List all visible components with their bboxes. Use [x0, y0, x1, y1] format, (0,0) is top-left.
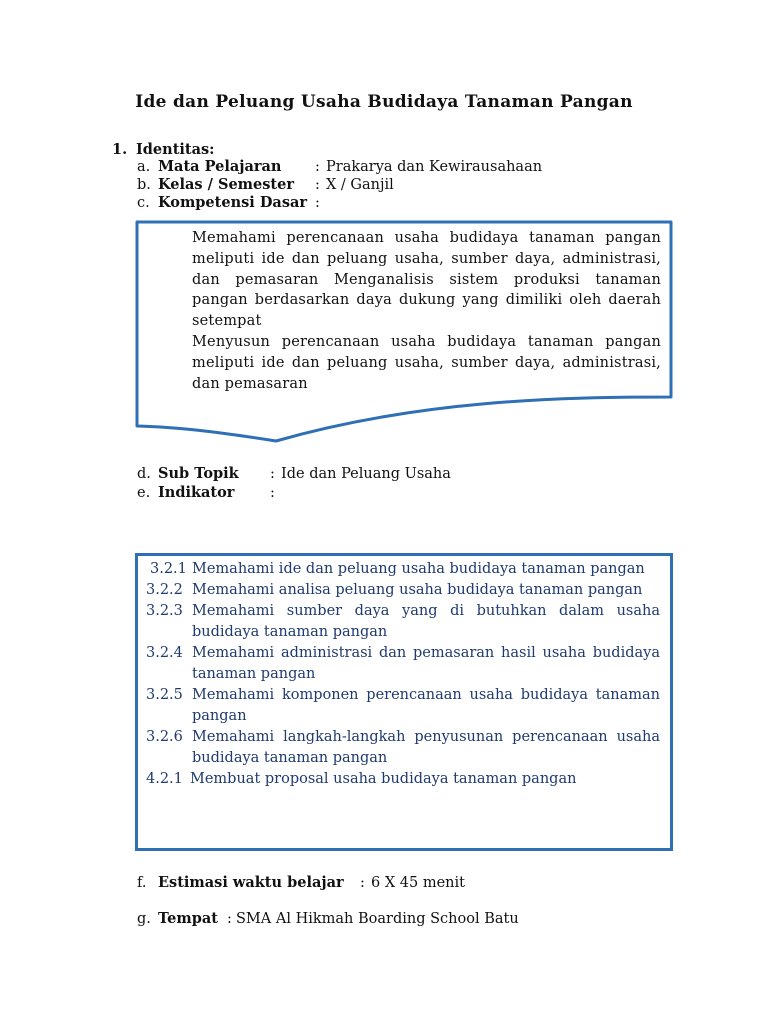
item-letter: b.	[137, 177, 151, 193]
indicator-code: 3.2.5	[146, 687, 183, 703]
indicator-text: tanaman pangan	[192, 666, 316, 682]
indicator-code: 3.2.6	[146, 729, 183, 745]
item-value: Ide dan Peluang Usaha	[281, 466, 451, 482]
item-value: Prakarya dan Kewirausahaan	[326, 159, 543, 175]
item-label: Indikator	[158, 484, 235, 501]
item-separator: :	[270, 466, 275, 482]
section-number: 1.	[112, 141, 128, 158]
item-label: Tempat	[158, 910, 218, 927]
indicator-text: pangan	[192, 708, 247, 724]
kd-line: setempat	[192, 313, 262, 330]
item-letter: f.	[137, 875, 147, 891]
indicator-text: budidaya tanaman pangan	[192, 624, 388, 640]
item-letter: c.	[137, 195, 150, 211]
kd-line: pangan berdasarkan daya dukung yang dimiliki oleh daerah	[192, 292, 661, 309]
indicator-text: Membuat proposal usaha budidaya tanaman pangan	[190, 771, 577, 787]
page-title: Ide dan Peluang Usaha Budidaya Tanaman Pangan	[135, 92, 633, 112]
kd-2	[192, 332, 661, 394]
indicator-code: 3.2.1	[150, 561, 187, 577]
section-heading: Identitas:	[136, 141, 215, 158]
indicator-text: Memahami analisa peluang usaha budidaya tanaman pangan	[192, 582, 643, 598]
indicator-code: 3.2.4	[146, 645, 183, 661]
indicator-text: Memahami komponen perencanaan usaha budidaya tanaman	[192, 687, 660, 703]
indicator-text: Memahami administrasi dan pemasaran hasil usaha budidaya	[192, 645, 660, 661]
item-letter: d.	[137, 466, 151, 482]
item-letter: a.	[137, 159, 151, 175]
indicator-code: 3.2.2	[146, 582, 183, 598]
kd-line: meliputi ide dan peluang usaha, sumber daya, administrasi,	[192, 250, 661, 267]
indicator-text: Memahami sumber daya yang di butuhkan dalam usaha	[192, 603, 660, 619]
item-value: X / Ganjil	[326, 177, 394, 193]
kd-line: dan pemasaran Menganalisis sistem produksi tanaman	[192, 271, 661, 288]
item-separator: :	[315, 177, 320, 193]
item-letter: e.	[137, 485, 151, 501]
indicator-text: Memahami ide dan peluang usaha budidaya tanaman pangan	[192, 561, 645, 577]
indicator-code: 4.2.1	[146, 771, 183, 787]
item-value: 6 X 45 menit	[371, 875, 465, 891]
item-value: SMA Al Hikmah Boarding School Batu	[236, 911, 519, 927]
item-separator: :	[360, 875, 365, 891]
item-separator: :	[270, 485, 275, 501]
item-label: Kelas / Semester	[158, 176, 294, 193]
kd-line: Menyusun perencanaan usaha budidaya tanaman pangan	[192, 333, 661, 350]
item-separator: :	[227, 911, 232, 927]
item-label: Sub Topik	[158, 465, 239, 482]
kd-box	[192, 228, 661, 394]
item-separator: :	[315, 195, 320, 211]
item-label: Kompetensi Dasar	[158, 194, 308, 211]
item-label: Mata Pelajaran	[158, 158, 282, 175]
indicator-text: Memahami langkah-langkah penyusunan perencanaan usaha	[192, 729, 660, 745]
kd-line: dan pemasaran	[192, 375, 308, 392]
kd-line: meliputi ide dan peluang usaha, sumber daya, administrasi,	[192, 354, 661, 371]
item-separator: :	[315, 159, 320, 175]
kd-1	[192, 228, 661, 332]
item-label: Estimasi waktu belajar	[158, 874, 344, 891]
indicator-text: budidaya tanaman pangan	[192, 750, 388, 766]
kd-line: Memahami perencanaan usaha budidaya tanaman pangan	[192, 230, 661, 246]
indicator-code: 3.2.3	[146, 603, 183, 619]
item-letter: g.	[137, 911, 151, 927]
